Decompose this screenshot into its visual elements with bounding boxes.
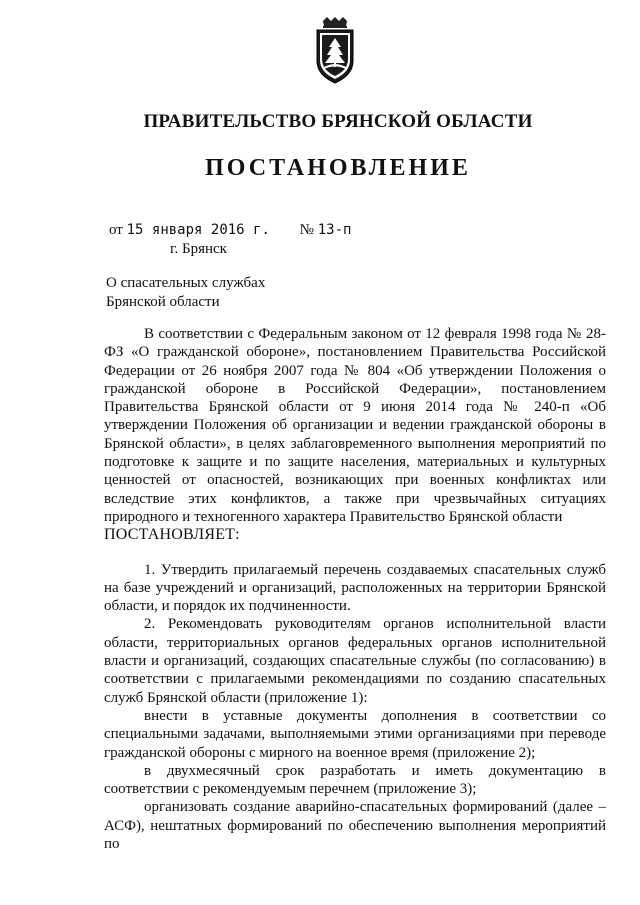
document-body (104, 325, 606, 853)
date-prefix: от (109, 222, 123, 238)
bryansk-coat-of-arms-icon (313, 17, 357, 87)
government-title: ПРАВИТЕЛЬСТВО БРЯНСКОЙ ОБЛАСТИ (143, 111, 533, 132)
number-label: № (299, 222, 314, 238)
item-paragraph: 1. Утвердить прилагаемый перечень создаваемых спасательных служб на базе учреждений и организаций, расположенных на территории Брянской области, и порядок их подчиненности. (104, 561, 606, 615)
document-type-title: ПОСТАНОВЛЕНИЕ (205, 155, 471, 181)
item-paragraph: в двухмесячный срок разработать и иметь документацию в соответствии с рекомендуемым перечнем (приложение 3); (104, 762, 606, 798)
subject-line: Брянской области (106, 294, 220, 310)
document-subject (106, 274, 265, 312)
item-paragraph: внести в уставные документы дополнения в соответствии со специальными задачами, выполняемыми этими организациями при переводе гражданской обороны с мирного на военное время (приложение 2); (104, 707, 606, 761)
item-paragraph: 2. Рекомендовать руководителям органов исполнительной власти области, территориальных органов федеральных органов исполнительной власти и организаций, создающих спасательные службы (по согласованию) в соответствии с прилагаемыми рекомендациями по созданию спасательных служб Брянской области (приложение 1): (104, 616, 606, 706)
resolves-heading: ПОСТАНОВЛЯЕТ: (104, 526, 240, 544)
city-line: г. Брянск (170, 241, 227, 257)
preamble-paragraph: В соответствии с Федеральным законом от 12 февраля 1998 года № 28-ФЗ «О гражданской обороне», постановлением Правительства Российской Федерации от 26 ноября 2007 года № 804 «Об утверждении Положения о гражданской обороне в Российской Федерации», постановлением Правительства Брянской области от 9 июня 2014 года № 240-п «Об утверждении Положения об организации и ведении гражданской обороны в Брянской области», в целях заблаговременного выполнения мероприятий по подготовке к защите и по защите населения, материальных и культурных ценностей от опасностей, возникающих при военных конфликтах или вследствие этих конфликтов, а также при чрезвычайных ситуациях природного и техногенного характера Правительство Брянской области (104, 326, 606, 525)
document-date: 15 января 2016 г. (126, 222, 270, 238)
item-paragraph: организовать создание аварийно-спасательных формирований (далее – АСФ), нештатных формирований по обеспечению выполнения мероприятий по (104, 799, 606, 853)
document-number: 13-п (317, 222, 352, 238)
date-number-line (109, 222, 351, 239)
subject-line: О спасательных службах (106, 275, 266, 291)
